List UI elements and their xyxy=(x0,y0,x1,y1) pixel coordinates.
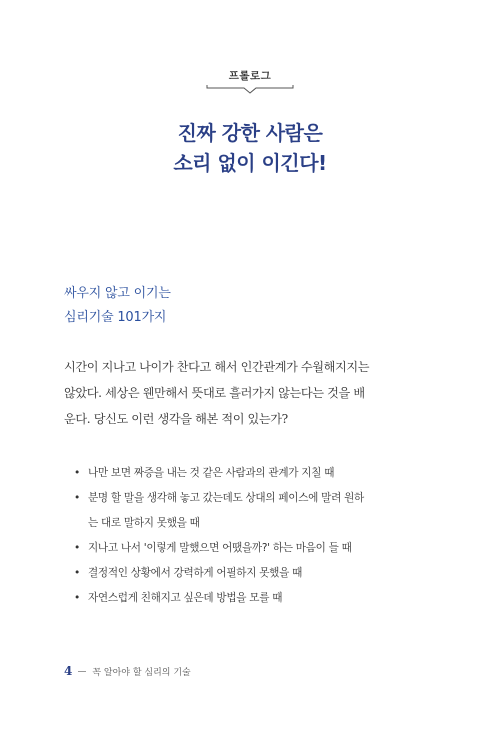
section-tag xyxy=(0,64,500,83)
bullet-item xyxy=(74,536,454,561)
bullet-text: 분명 할 말을 생각해 놓고 갔는데도 상대의 페이스에 말려 원하 xyxy=(88,492,364,504)
bullet-text: 지나고 나서 '이렇게 말했으면 어땠을까?' 하는 마음이 들 때 xyxy=(88,542,352,554)
bullet-marker: • xyxy=(74,467,80,479)
section-tag-label: 프롤로그 xyxy=(228,70,272,82)
tag-underline-pointer xyxy=(206,84,294,94)
chapter-title-line-2: 소리 없이 이긴다! xyxy=(173,151,327,175)
body-line: 운다. 당신도 이런 생각을 해본 적이 있는가? xyxy=(64,412,288,426)
body-line: 시간이 지나고 나이가 찬다고 해서 인간관계가 수월해지지는 xyxy=(64,360,370,374)
chapter-title xyxy=(0,118,500,178)
bullet-marker: • xyxy=(74,542,80,554)
page-footer xyxy=(64,664,191,678)
footer-separator xyxy=(78,671,86,672)
running-book-title: 꼭 알아야 할 심리의 기술 xyxy=(92,667,191,678)
body-line: 않았다. 세상은 웬만해서 뜻대로 흘러가지 않는다는 것을 배 xyxy=(64,386,365,400)
bullet-text-continued: 는 대로 말하지 못했을 때 xyxy=(88,517,200,529)
bullet-text: 결정적인 상황에서 강력하게 어필하지 못했을 때 xyxy=(88,567,303,579)
chapter-title-line-1: 진짜 강한 사람은 xyxy=(177,121,323,145)
page-number: 4 xyxy=(64,664,73,678)
subheading-line-2: 심리기술 101가지 xyxy=(64,310,167,325)
bullet-list xyxy=(74,461,454,611)
bullet-marker: • xyxy=(74,592,80,604)
bullet-item xyxy=(74,486,454,536)
section-subheading xyxy=(64,282,171,330)
bullet-item xyxy=(74,586,454,611)
subheading-line-1: 싸우지 않고 이기는 xyxy=(64,286,171,301)
bullet-text: 자연스럽게 친해지고 싶은데 방법을 모를 때 xyxy=(88,592,283,604)
body-paragraph xyxy=(64,354,442,432)
bullet-marker: • xyxy=(74,492,80,504)
bullet-text: 나만 보면 짜증을 내는 것 같은 사람과의 관계가 지칠 때 xyxy=(88,467,335,479)
bullet-item xyxy=(74,561,454,586)
bullet-marker: • xyxy=(74,567,80,579)
bullet-item xyxy=(74,461,454,486)
